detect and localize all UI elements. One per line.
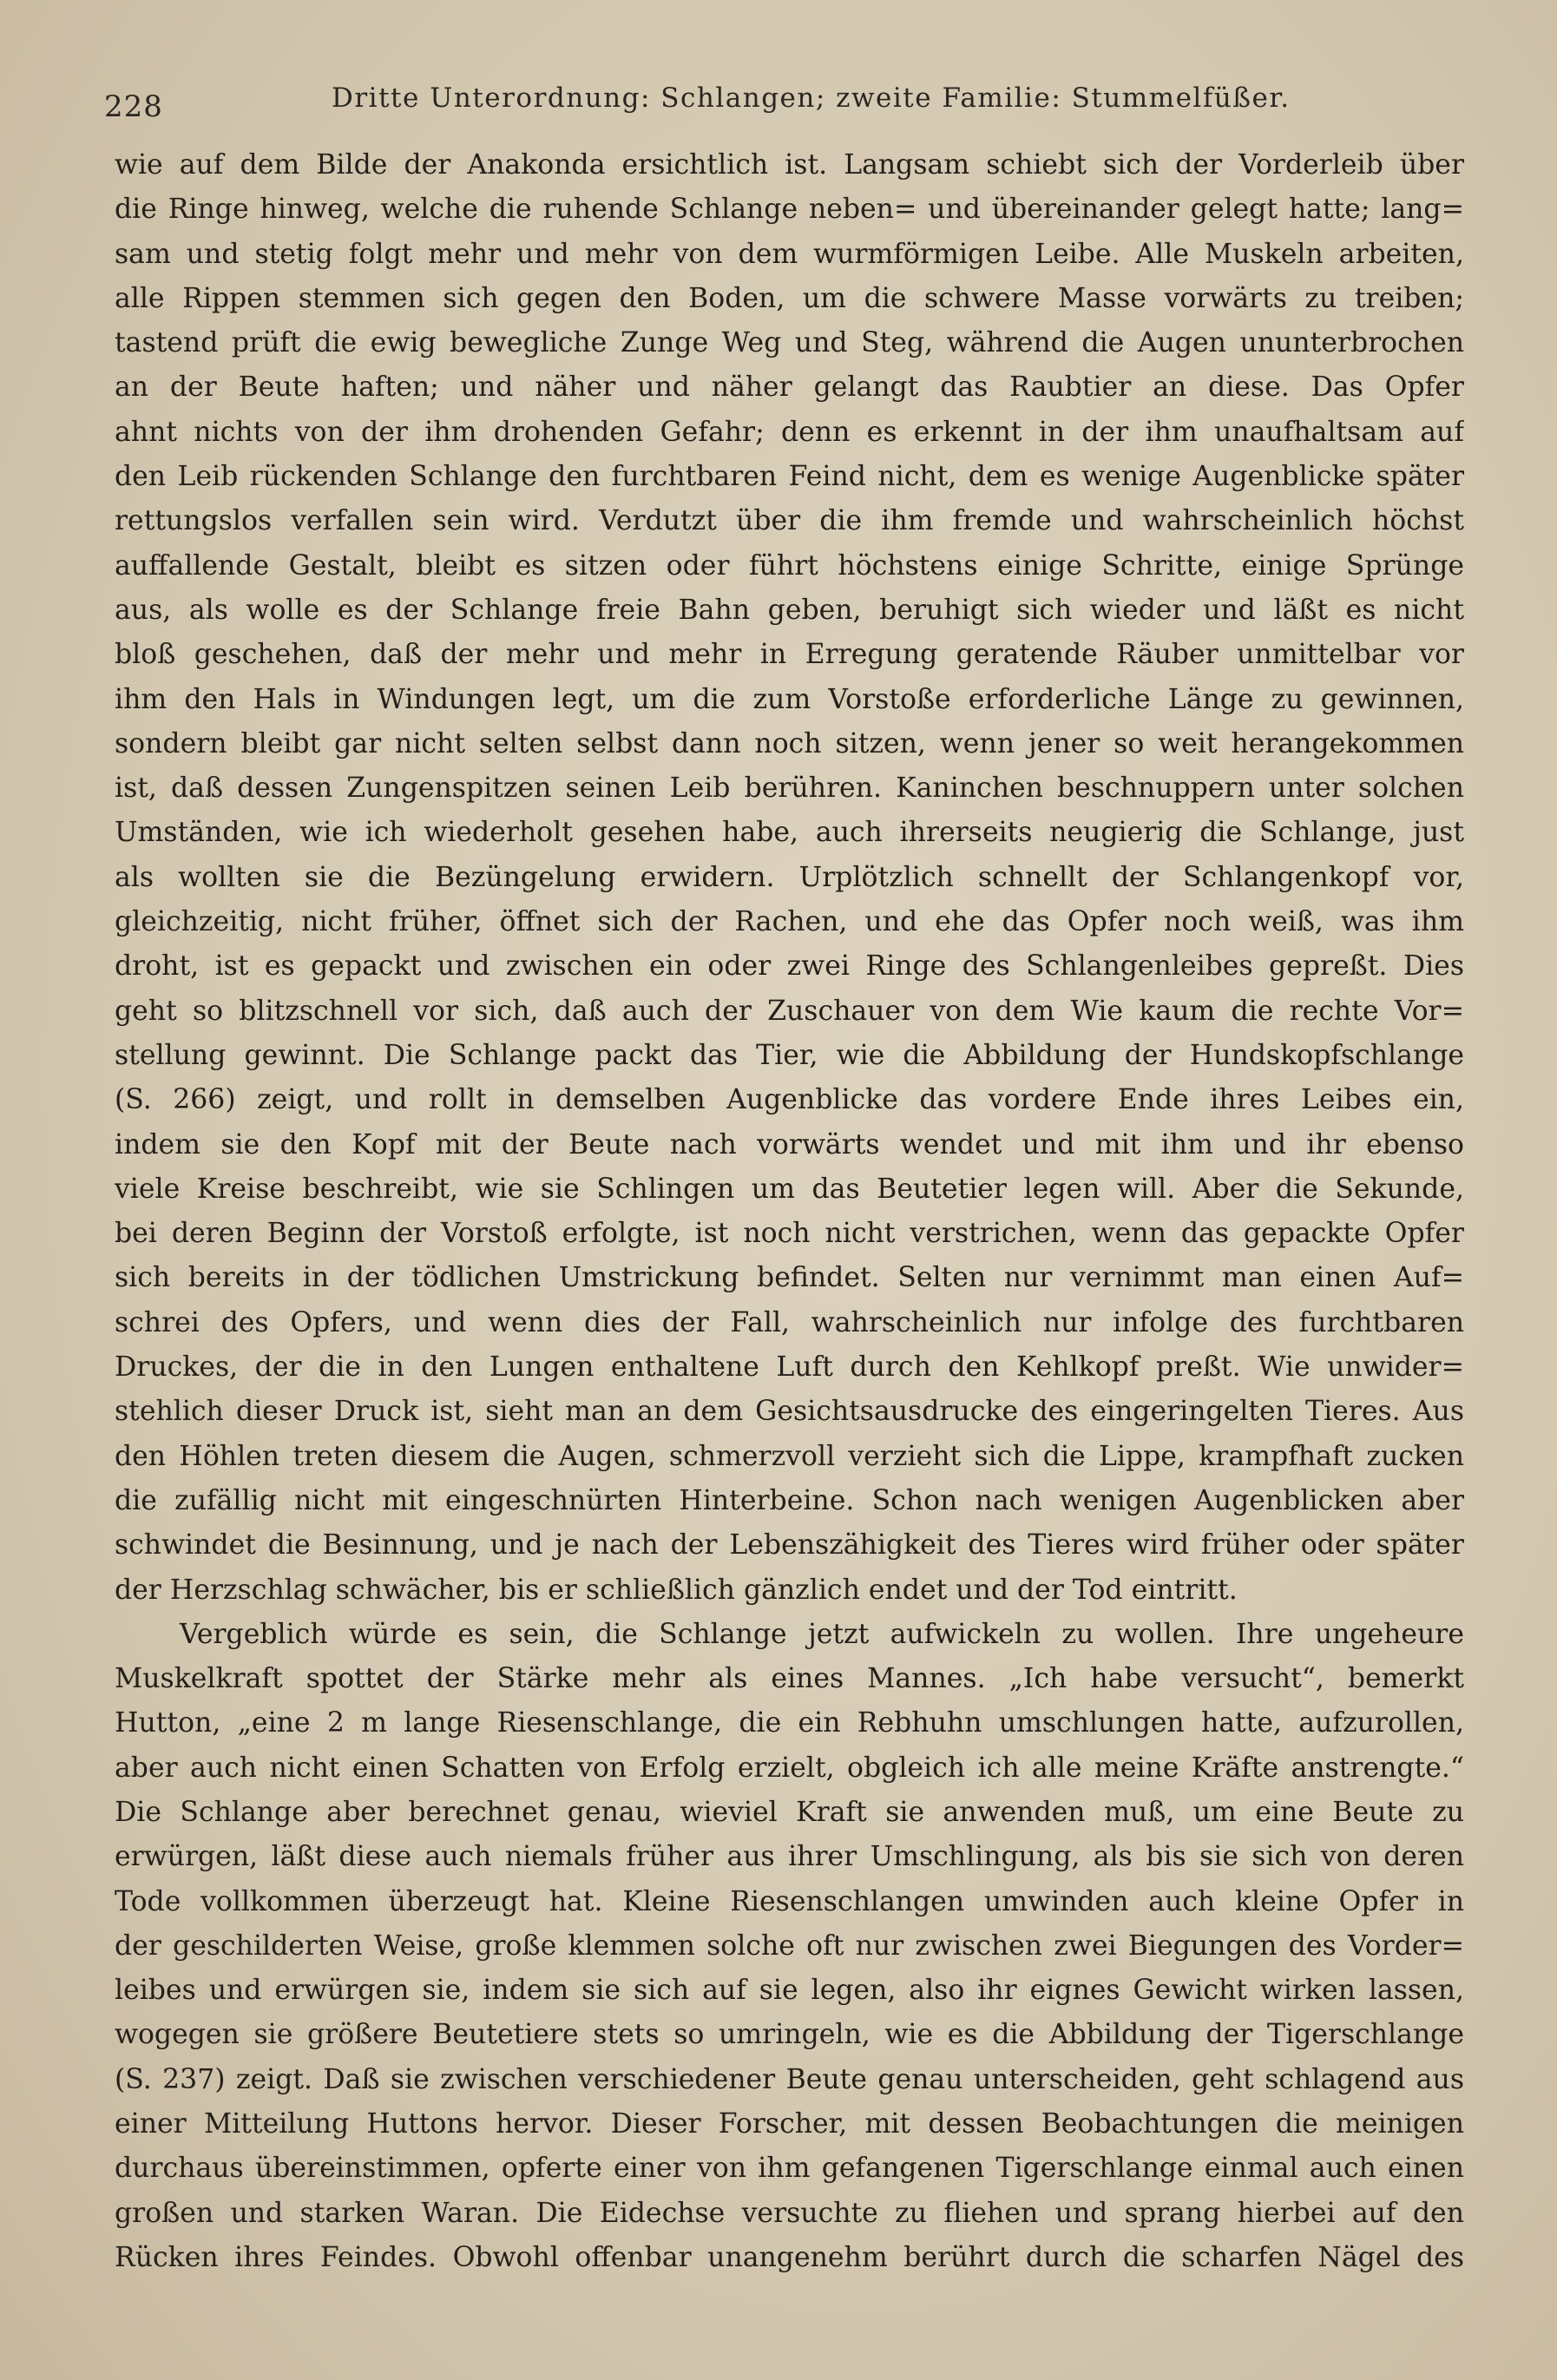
text-line: bei deren Beginn der Vorstoß erfolgte, ist noch nicht verstrichen, wenn das gepackte Opfer: [115, 1218, 1464, 1250]
text-line: tastend prüft die ewig bewegliche Zunge Weg und Steg, während die Augen ununterbrochen: [115, 327, 1464, 359]
text-line: der geschilderten Weise, große klemmen solche oft nur zwischen zwei Biegungen des Vorder=: [115, 1930, 1464, 1962]
text-line: droht, ist es gepackt und zwischen ein oder zwei Ringe des Schlangenleibes gepreßt. Dies: [115, 950, 1464, 983]
text-line: alle Rippen stemmen sich gegen den Boden, um die schwere Masse vorwärts zu treiben;: [115, 282, 1464, 314]
text-line: ahnt nichts von der ihm drohenden Gefahr; denn es erkennt in der ihm unaufhaltsam auf: [115, 416, 1464, 448]
running-head: Dritte Unterordnung: Schlangen; zweite Familie: Stummelfüßer.: [332, 82, 1291, 114]
page-number: 228: [104, 89, 163, 124]
text-line: Muskelkraft spottet der Stärke mehr als eines Mannes. „Ich habe versucht“, bemerkt: [115, 1663, 1464, 1695]
text-line: Rücken ihres Feindes. Obwohl offenbar unangenehm berührt durch die scharfen Nägel des: [115, 2241, 1464, 2273]
text-line: ihm den Hals in Windungen legt, um die zum Vorstoße erforderliche Länge zu gewinnen,: [115, 683, 1464, 715]
text-line: sam und stetig folgt mehr und mehr von dem wurmförmigen Leibe. Alle Muskeln arbeiten,: [115, 238, 1464, 270]
text-line: (S. 237) zeigt. Daß sie zwischen verschiedener Beute genau unterscheiden, geht schlagend aus: [115, 2063, 1464, 2095]
text-line: leibes und erwürgen sie, indem sie sich auf sie legen, also ihr eignes Gewicht wirken lassen,: [115, 1975, 1464, 2007]
text-line: bloß geschehen, daß der mehr und mehr in Erregung geratende Räuber unmittelbar vor: [115, 639, 1464, 671]
text-line: stehlich dieser Druck ist, sieht man an dem Gesichtsausdrucke des eingeringelten Tieres. Aus: [115, 1396, 1464, 1428]
text-line: den Höhlen treten diesem die Augen, schmerzvoll verzieht sich die Lippe, krampfhaft zucken: [115, 1440, 1464, 1472]
text-line: den Leib rückenden Schlange den furchtbaren Feind nicht, dem es wenige Augenblicke später: [115, 461, 1464, 493]
text-line: auffallende Gestalt, bleibt es sitzen oder führt höchstens einige Schritte, einige Sprünge: [115, 549, 1464, 582]
text-line: als wollten sie die Bezüngelung erwidern. Urplötzlich schnellt der Schlangenkopf vor,: [115, 861, 1464, 893]
text-line: rettungslos verfallen sein wird. Verdutzt über die ihm fremde und wahrscheinlich höchst: [115, 505, 1464, 537]
text-line: sich bereits in der tödlichen Umstrickung befindet. Selten nur vernimmt man einen Auf=: [115, 1262, 1464, 1294]
text-line: stellung gewinnt. Die Schlange packt das Tier, wie die Abbildung der Hundskopfschlange: [115, 1039, 1464, 1071]
text-line: viele Kreise beschreibt, wie sie Schlingen um das Beutetier legen will. Aber die Sekunde,: [115, 1173, 1464, 1205]
paragraph-end-line: der Herzschlag schwächer, bis er schließlich gänzlich endet und der Tod eintritt.: [115, 1574, 1238, 1606]
text-line: ist, daß dessen Zungenspitzen seinen Leib berühren. Kaninchen beschnuppern unter solchen: [115, 773, 1464, 805]
text-line: großen und starken Waran. Die Eidechse versuchte zu fliehen und sprang hierbei auf den: [115, 2197, 1464, 2229]
text-line: erwürgen, läßt diese auch niemals früher aus ihrer Umschlingung, als bis sie sich von deren: [115, 1841, 1464, 1873]
text-line: indem sie den Kopf mit der Beute nach vorwärts wendet und mit ihm und ihr ebenso: [115, 1128, 1464, 1160]
text-line: die zufällig nicht mit eingeschnürten Hinterbeine. Schon nach wenigen Augenblicken aber: [115, 1484, 1464, 1516]
text-line: wie auf dem Bilde der Anakonda ersichtlich ist. Langsam schiebt sich der Vorderleib über: [115, 149, 1464, 181]
text-line: geht so blitzschnell vor sich, daß auch der Zuschauer von dem Wie kaum die rechte Vor=: [115, 995, 1464, 1027]
text-line: schwindet die Besinnung, und je nach der Lebenszähigkeit des Tieres wird früher oder später: [115, 1529, 1464, 1561]
text-line: Druckes, der die in den Lungen enthaltene Luft durch den Kehlkopf preßt. Wie unwider=: [115, 1351, 1464, 1384]
text-line: (S. 266) zeigt, und rollt in demselben Augenblicke das vordere Ende ihres Leibes ein,: [115, 1084, 1464, 1116]
text-line: Hutton, „eine 2 m lange Riesenschlange, die ein Rebhuhn umschlungen hatte, aufzurollen,: [115, 1707, 1464, 1739]
text-line: sondern bleibt gar nicht selten selbst dann noch sitzen, wenn jener so weit herangekommen: [115, 727, 1464, 759]
text-line: [115, 2280, 1464, 2324]
text-line: Die Schlange aber berechnet genau, wieviel Kraft sie anwenden muß, um eine Beute zu: [115, 1796, 1464, 1828]
text-line: wogegen sie größere Beutetiere stets so umringeln, wie es die Abbildung der Tigerschlange: [115, 2019, 1464, 2051]
text-line: schrei des Opfers, und wenn dies der Fall, wahrscheinlich nur infolge des furchtbaren: [115, 1306, 1464, 1338]
text-line: durchaus übereinstimmen, opferte einer von ihm gefangenen Tigerschlange einmal auch einen: [115, 2153, 1464, 2185]
paragraph-start-line: Vergeblich würde es sein, die Schlange jetzt aufwickeln zu wollen. Ihre ungeheure: [180, 1618, 1464, 1650]
text-line: gleichzeitig, nicht früher, öffnet sich der Rachen, und ehe das Opfer noch weiß, was ihm: [115, 906, 1464, 938]
text-line: die Ringe hinweg, welche die ruhende Schlange neben= und übereinander gelegt hatte; lang=: [115, 194, 1464, 226]
page-header: [104, 82, 1458, 135]
text-line: Tode vollkommen überzeugt hat. Kleine Riesenschlangen umwinden auch kleine Opfer in: [115, 1885, 1464, 1917]
text-line: aus, als wolle es der Schlange freie Bahn geben, beruhigt sich wieder und läßt es nicht: [115, 594, 1464, 626]
text-line: an der Beute haften; und näher und näher gelangt das Raubtier an diese. Das Opfer: [115, 371, 1464, 404]
text-line: Umständen, wie ich wiederholt gesehen habe, auch ihrerseits neugierig die Schlange, just: [115, 817, 1464, 849]
body-text: [115, 143, 1464, 2325]
text-line: einer Mitteilung Huttons hervor. Dieser Forscher, mit dessen Beobachtungen die meinigen: [115, 2108, 1464, 2140]
text-line: aber auch nicht einen Schatten von Erfolg erzielt, obgleich ich alle meine Kräfte anstrengte.“: [115, 1752, 1464, 1784]
